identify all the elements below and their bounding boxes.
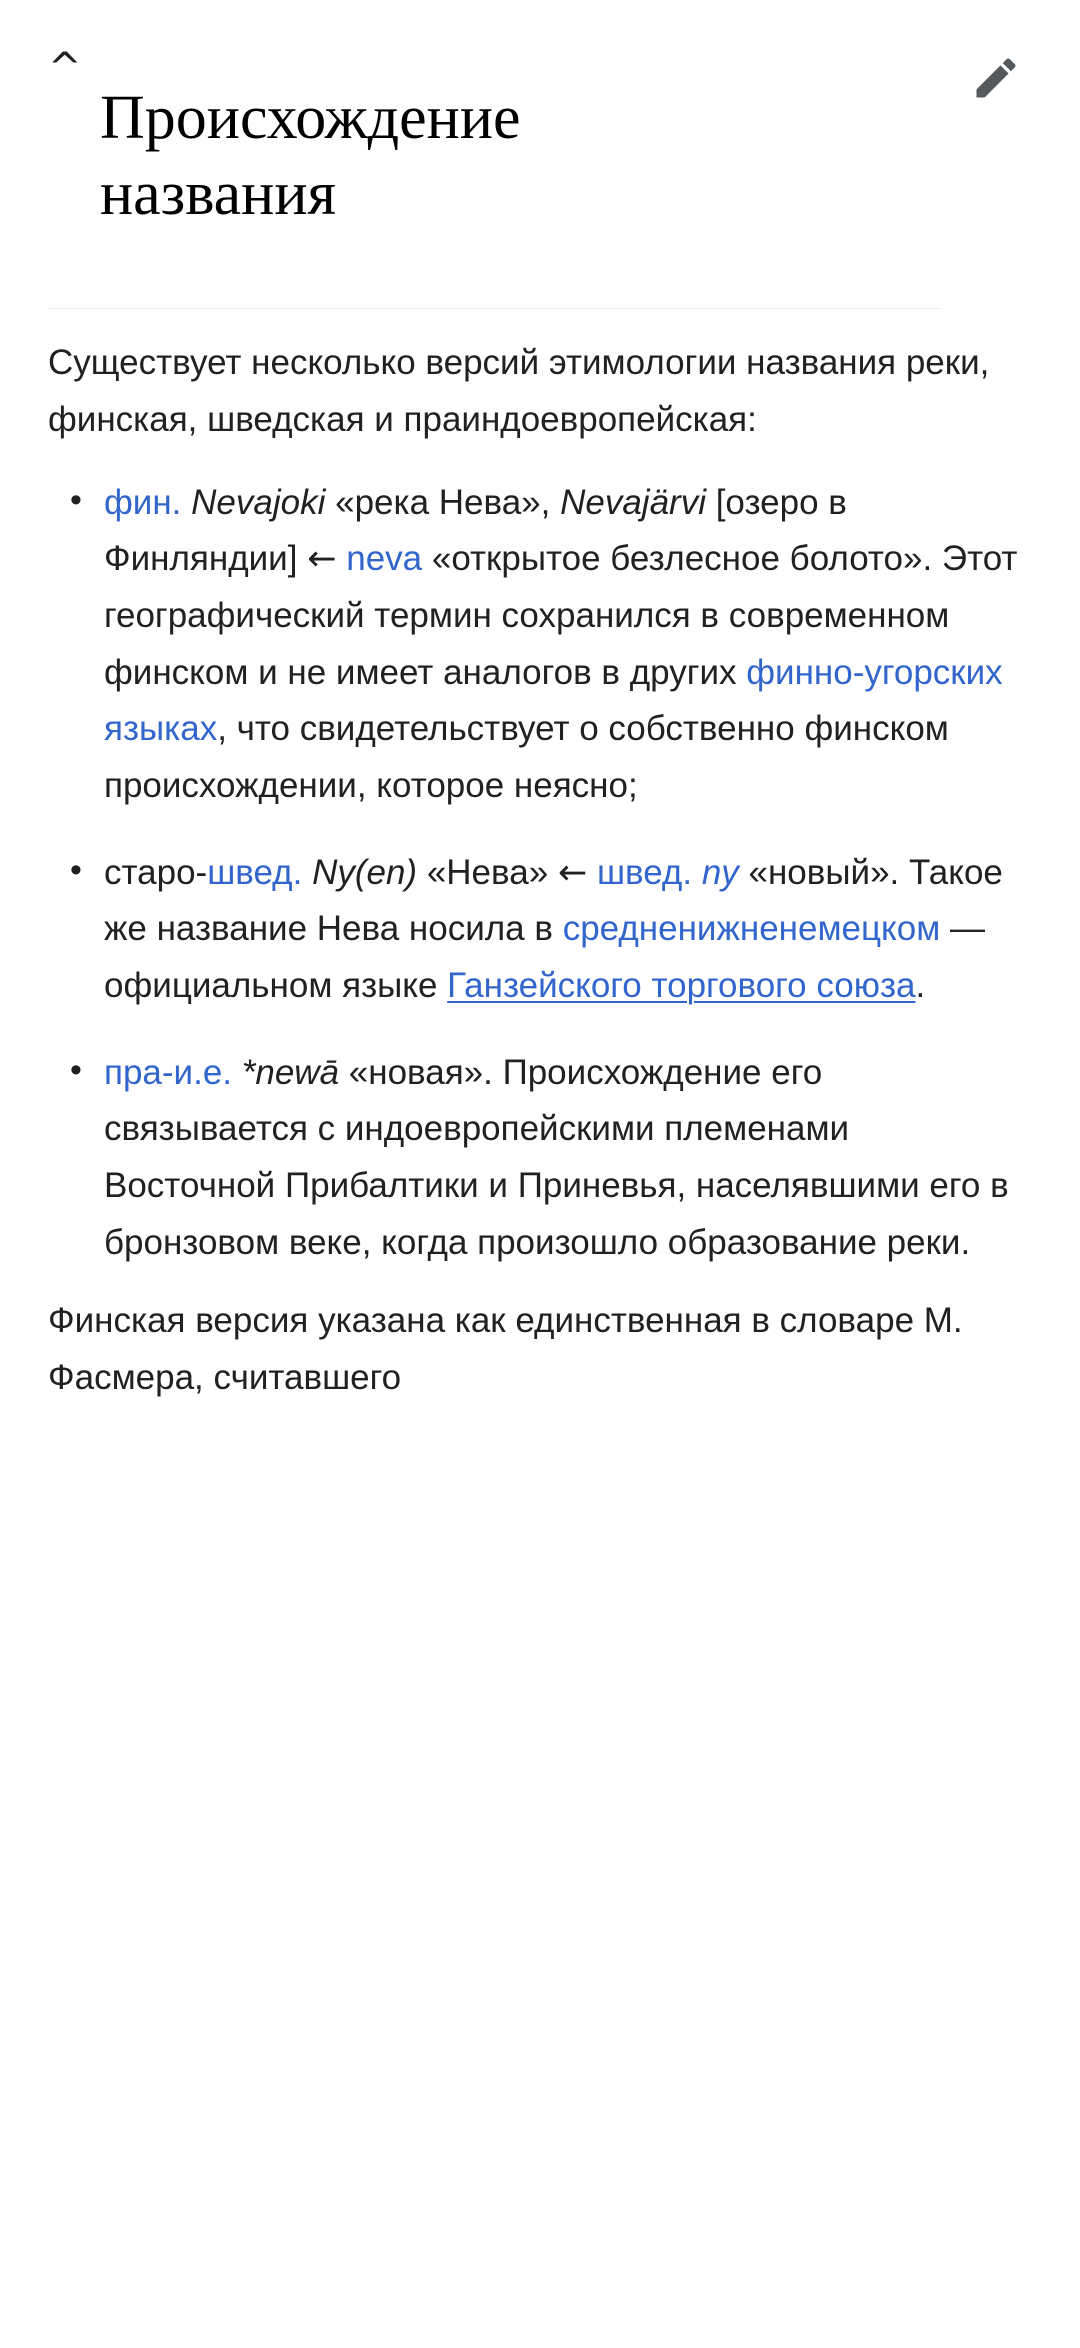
- foreign-term: *newā: [241, 1052, 340, 1092]
- wiki-link[interactable]: фин.: [104, 482, 182, 522]
- text-run: .: [915, 966, 926, 1006]
- chevron-up-icon[interactable]: ^: [48, 45, 82, 91]
- list-item: [48, 1045, 1032, 1272]
- text-run: , что свидетельствует о собственно финском происхождении, которое неясно;: [104, 709, 949, 805]
- derivation-arrow-icon: ←: [557, 852, 588, 893]
- wiki-link[interactable]: финно-угорских языках: [104, 652, 1003, 749]
- wiki-link[interactable]: швед.: [596, 852, 693, 892]
- foreign-term: Ny(en): [312, 852, 418, 892]
- text-run: [587, 853, 597, 892]
- wiki-link[interactable]: Ганзейского торгового союза: [447, 966, 916, 1006]
- text-run: [692, 853, 702, 892]
- wiki-link[interactable]: средненижненемецком: [562, 909, 941, 949]
- list-item: [48, 475, 1032, 815]
- closing-paragraph: Финская версия указана как единственная в словаре М. Фасмера, считавшего: [48, 1301, 963, 1398]
- text-run: «река Нева»,: [325, 482, 561, 522]
- list-item: [48, 845, 1032, 1015]
- text-run: [озеро в Финляндии]: [104, 482, 847, 579]
- wiki-link[interactable]: ny: [701, 852, 739, 892]
- text-run: [181, 483, 191, 522]
- pencil-edit-icon[interactable]: [970, 52, 1022, 104]
- derivation-arrow-icon: ←: [307, 539, 337, 580]
- wiki-link[interactable]: швед.: [207, 852, 303, 892]
- section-divider: [48, 308, 942, 309]
- text-run: [232, 1053, 242, 1092]
- foreign-term: Nevajärvi: [560, 482, 706, 522]
- wiki-link[interactable]: пра-и.е.: [104, 1052, 233, 1092]
- foreign-term: Nevajoki: [191, 482, 326, 522]
- text-run: [302, 853, 312, 892]
- section-body: [48, 309, 1032, 1407]
- section-header: [48, 0, 1032, 309]
- text-run: «новая». Происхождение его связывается с индоевропейскими племенами Восточной Прибалтики и Приневья, населявшими его в бронзовом веке, когда произошло образование реки.: [104, 1052, 1009, 1262]
- section-heading-row[interactable]: [48, 30, 942, 284]
- wiki-link[interactable]: neva: [346, 539, 423, 579]
- text-run: «открытое безлесное болото». Этот географический термин сохранился в современном финском и не имеет аналогов в других: [104, 539, 1018, 692]
- etymology-list: [48, 475, 1032, 1272]
- text-run: [337, 539, 347, 578]
- text-run: «Нева»: [417, 852, 558, 892]
- page-title: Происхождение названия: [100, 84, 521, 229]
- intro-paragraph: Существует несколько версий этимологии названия реки, финская, шведская и праиндоевропейская:: [48, 343, 990, 439]
- text-run: — официальном языке: [104, 909, 986, 1006]
- text-run: «новый». Такое же название Нева носила в: [104, 852, 1003, 949]
- text-run: старо-: [104, 852, 208, 892]
